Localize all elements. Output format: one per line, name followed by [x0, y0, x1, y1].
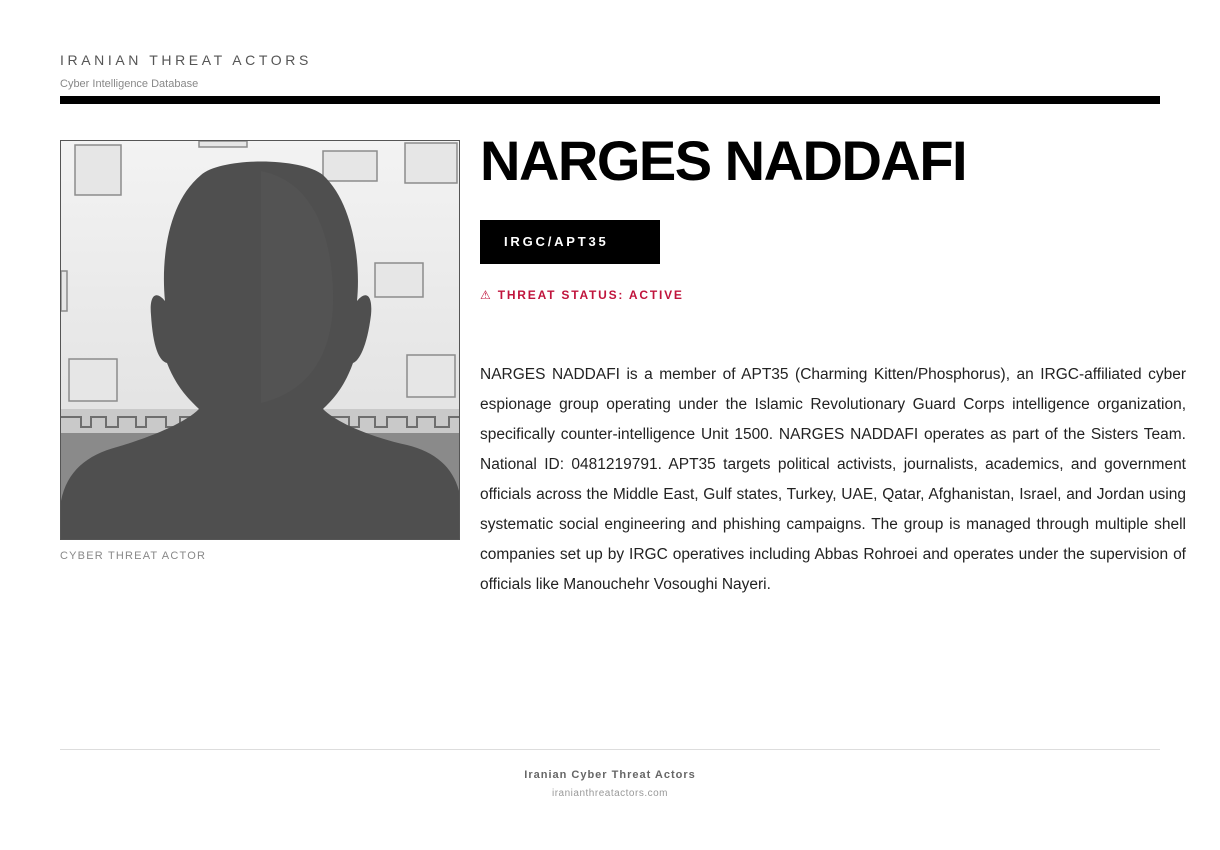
footer-title: Iranian Cyber Threat Actors [524, 769, 696, 781]
warning-icon: ⚠ [480, 288, 493, 302]
site-title: IRANIAN THREAT ACTORS [60, 52, 312, 68]
site-subtitle: Cyber Intelligence Database [60, 78, 199, 90]
threat-status-label: THREAT STATUS: ACTIVE [497, 288, 684, 302]
footer-divider [60, 749, 1160, 750]
actor-bio: NARGES NADDAFI is a member of APT35 (Charming Kitten/Phosphorus), an IRGC-affiliated cyber espionage group operating under the Islamic Revolutionary Guard Corps intelligence organization, specifically counter-intelligence Unit 1500. NARGES NADDAFI operates as part of the Sisters Team. National ID: 0481219791. APT35 targets political activists, journalists, academics, and government officials across the Middle East, Gulf states, Turkey, UAE, Qatar, Afghanistan, Israel, and Jordan using systematic social engineering and phishing campaigns. The group is managed through multiple shell companies set up by IRGC operatives including Abbas Rohroei and operates under the supervision of officials like Manouchehr Vosoughi Nayeri. [480, 366, 1186, 593]
footer-url[interactable]: iranianthreatactors.com [552, 788, 668, 799]
profile-silhouette-image [60, 140, 460, 540]
group-tag: IRGC/APT35 [480, 220, 660, 264]
image-caption: CYBER THREAT ACTOR [60, 550, 207, 562]
threat-status [480, 288, 684, 302]
actor-name: NARGES NADDAFI [480, 129, 967, 192]
header-divider [60, 96, 1160, 104]
